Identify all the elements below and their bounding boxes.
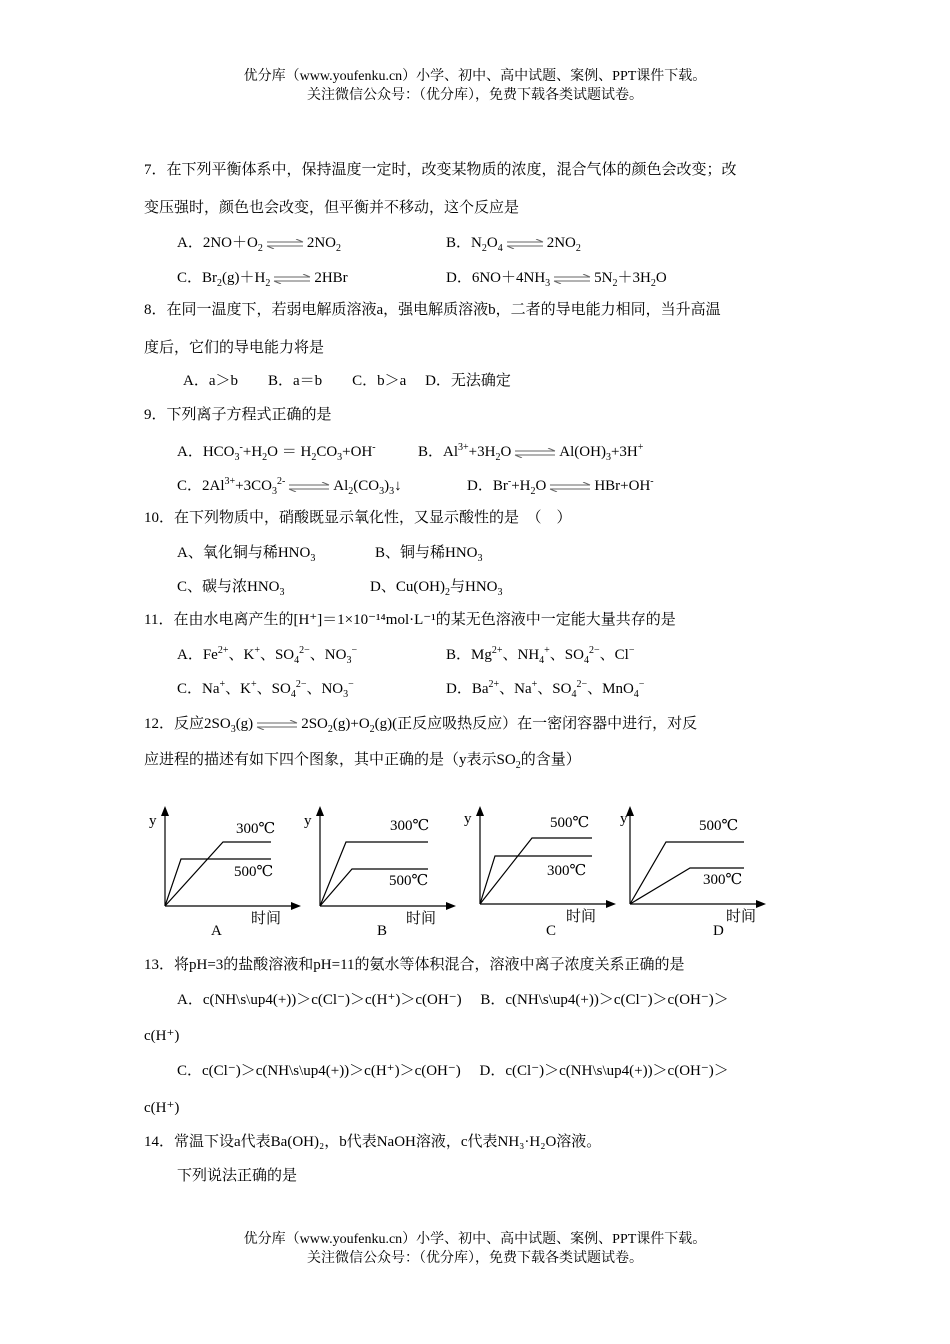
q12-stem-line-1: 12．反应$2SO_3(g)$ $2SO_2(g)+O_2(g)$(正反应吸热反应）在一密闭容器中进行，对反 xyxy=(144,716,698,735)
reversible-arrow-icon xyxy=(256,720,298,730)
graph-c-x-label: 时间 xyxy=(566,909,597,925)
q9-option-d: D．$Br^-+H_2O$ HBr+OH- xyxy=(467,476,654,497)
y-axis-arrow-icon xyxy=(161,806,169,816)
graph-c-y-label: y xyxy=(464,811,472,827)
graph-b xyxy=(300,800,465,940)
q14-stem: 14．常温下设a代表Ba(OH)₂，b代表NaOH溶液，c代表NH₃·H₂O溶液。 xyxy=(144,1134,602,1150)
header-line-1: 优分库（www.youfenku.cn）小学、初中、高中试题、案例、PPT课件下载。 xyxy=(243,69,707,84)
graph-d-y-label: y xyxy=(620,811,628,827)
y-axis-arrow-icon xyxy=(316,806,324,816)
q11-option-a: A．$Fe^{2+}$、K+、$SO_4^{2-}$、$NO_3^-$ xyxy=(177,645,358,666)
graph-b-letter: B xyxy=(377,923,388,939)
q7-stem-line-2: 变压强时，颜色也会改变，但平衡并不移动，这个反应是 xyxy=(144,200,520,216)
graph-c-upper-label: 500℃ xyxy=(550,815,590,831)
graph-a-lower-label: 500℃ xyxy=(234,864,274,880)
q9-option-a: A．$HCO_3^-+H_2O = H_2CO_3+OH^-$ xyxy=(177,442,376,463)
q11-stem: 11．在由水电离产生的[H⁺]＝1×10⁻¹⁴mol·L⁻¹的某无色溶液中一定能大量共存的是 xyxy=(144,612,676,628)
graph-a xyxy=(145,800,310,940)
q11-option-c: C．Na+、K+、$SO_4^{2-}$、$NO_3^-$ xyxy=(177,679,354,700)
graph-a-upper-label: 300℃ xyxy=(236,821,276,837)
graph-d-letter: D xyxy=(713,923,724,939)
q9-stem: 9．下列离子方程式正确的是 xyxy=(144,407,332,423)
q9-option-b: B．$Al^{3+}+3H_2O$ $Al(OH)_3+3H^+$ xyxy=(418,442,644,463)
q7-option-d: D．$6NO+4NH_3$ $5N_2+3H_2O$ xyxy=(446,270,667,289)
graph-d-x-label: 时间 xyxy=(726,909,757,925)
q7-option-a: A．$2NO+O_2$ $2NO_2$ xyxy=(177,235,342,254)
graph-b-lower-label: 500℃ xyxy=(389,873,429,889)
q13-continuation-1: c(H⁺) xyxy=(144,1028,180,1044)
reversible-arrow-icon xyxy=(553,274,591,284)
graph-a-y-label: y xyxy=(149,813,157,829)
q10-stem: 10．在下列物质中，硝酸既显示氧化性，又显示酸性的是 （ ） xyxy=(144,510,572,526)
graph-a-letter: A xyxy=(211,923,222,939)
graph-c-lower-label: 300℃ xyxy=(547,863,587,879)
reversible-arrow-icon xyxy=(273,274,311,284)
x-axis-arrow-icon xyxy=(446,902,456,910)
reversible-arrow-icon xyxy=(514,448,556,458)
x-axis-arrow-icon xyxy=(756,900,766,908)
graph-d xyxy=(610,800,775,940)
q13-options-cd: C．c(Cl⁻)＞c(NH\s\up4(+))＞c(H⁺)＞c(OH⁻) D．c(Cl⁻)＞c(NH\s\up4(+))＞c(OH⁻)＞ xyxy=(177,1063,729,1079)
q8-options: A．a＞b B．a＝b C．b＞a D．无法确定 xyxy=(183,373,511,389)
q7-option-b: B．$N_2O_4$ $2NO_2$ xyxy=(446,235,581,254)
graph-b-x-label: 时间 xyxy=(406,911,437,927)
reversible-arrow-icon xyxy=(288,482,330,492)
q13-stem: 13．将pH=3的盐酸溶液和pH=11的氨水等体积混合，溶液中离子浓度关系正确的是 xyxy=(144,957,685,973)
graph-b-upper-label: 300℃ xyxy=(390,818,430,834)
graph-b-y-label: y xyxy=(304,813,312,829)
graph-c-letter: C xyxy=(546,923,557,939)
q13-continuation-2: c(H⁺) xyxy=(144,1100,180,1116)
graph-c-plot xyxy=(460,800,625,940)
q13-options-ab: A．c(NH\s\up4(+))＞c(Cl⁻)＞c(H⁺)＞c(OH⁻) B．c(NH\s\up4(+))＞c(Cl⁻)＞c(OH⁻)＞ xyxy=(177,992,729,1008)
graph-c xyxy=(460,800,625,940)
q10-option-d: D、$Cu(OH)_2$与$HNO_3$ xyxy=(370,579,503,598)
graph-d-lower-label: 300℃ xyxy=(703,872,743,888)
graph-a-x-label: 时间 xyxy=(251,911,282,927)
q12-stem-line-2: 应进程的描述有如下四个图象，其中正确的是（y表示$SO_2$的含量） xyxy=(144,752,581,771)
q14-substem: 下列说法正确的是 xyxy=(177,1168,298,1184)
graph-a-plot xyxy=(145,800,310,940)
header-line-2: 关注微信公众号：（优分库），免费下载各类试题试卷。 xyxy=(307,88,643,103)
q8-stem-line-2: 度后，它们的导电能力将是 xyxy=(144,340,325,356)
q7-option-c: C．$Br_2(g)+H_2$ 2HBr xyxy=(177,270,348,289)
graph-b-plot xyxy=(300,800,465,940)
q10-option-b: B、铜与稀$HNO_3$ xyxy=(375,545,483,564)
q11-option-d: D．$Ba^{2+}$、Na+、$SO_4^{2-}$、MnO$_4$− xyxy=(446,679,645,700)
reversible-arrow-icon xyxy=(266,239,304,249)
footer-line-1: 优分库（www.youfenku.cn）小学、初中、高中试题、案例、PPT课件下载。 xyxy=(243,1232,707,1247)
footer-line-2: 关注微信公众号：（优分库），免费下载各类试题试卷。 xyxy=(307,1251,643,1266)
q11-option-b: B．$Mg^{2+}$、$NH_4^+$、$SO_4^{2-}$、Cl− xyxy=(446,645,635,666)
q10-option-a: A、氧化铜与稀$HNO_3$ xyxy=(177,545,316,564)
y-axis-arrow-icon xyxy=(476,806,484,816)
reversible-arrow-icon xyxy=(549,482,591,492)
q9-option-c: C．$2Al^{3+}+3CO_3^{2-}$ $Al_2(CO_3)_3↓$ xyxy=(177,476,402,497)
graph-d-upper-label: 500℃ xyxy=(699,818,739,834)
q7-stem-line-1: 7．在下列平衡体系中，保持温度一定时，改变某物质的浓度，混合气体的颜色会改变；改 xyxy=(144,162,737,178)
q8-stem-line-1: 8．在同一温度下，若弱电解质溶液a，强电解质溶液b，二者的导电能力相同，当升高温 xyxy=(144,302,721,318)
reversible-arrow-icon xyxy=(506,239,544,249)
q10-option-c: C、碳与浓$HNO_3$ xyxy=(177,579,285,598)
